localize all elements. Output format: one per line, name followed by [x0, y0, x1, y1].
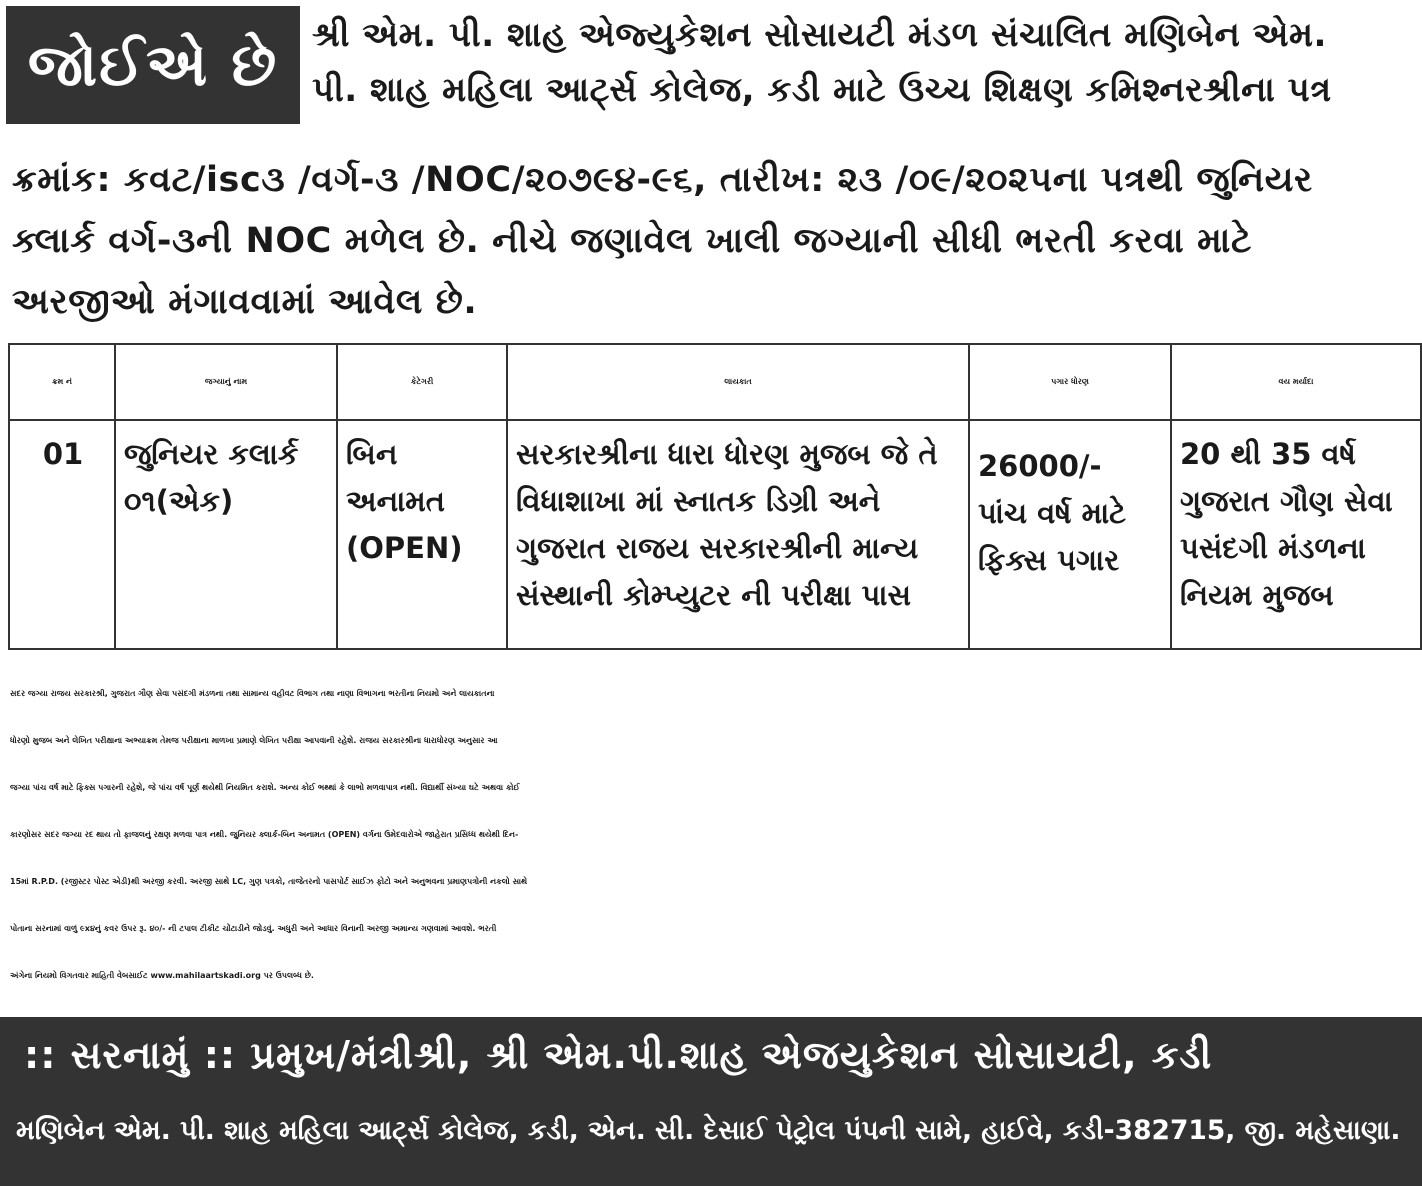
terms-line: 15માં R.P.D. (રજીસ્ટર પોસ્ટ એડી)થી અરજી કરવી. અરજી સાથે LC, ગુણ પત્રકો, તાજેતરનો પાસપોર્ટ સાઈઝ ફોટો અને અનુભવના પ્રમાણપત્રોની નકલો સાથે [10, 877, 528, 886]
address-line-1: :: સરનામું :: પ્રમુખ/મંત્રીશ્રી, શ્રી એમ.પી.શાહ એજયુકેશન સોસાયટી, કડી [24, 1033, 1213, 1077]
header-qualification: લાયકાત [507, 344, 969, 420]
age-line: 20 થી 35 વર્ષ [1180, 437, 1356, 471]
intro-line-2: ક્લાર્ક વર્ગ-૩ની NOC મળેલ છે. નીચે જણાવેલ ખાલી જગ્યાની સીધી ભરતી કરવા માટે [12, 221, 1252, 261]
qualification-line: વિધાશાખા માં સ્નાતક ડિગ્રી અને [516, 484, 881, 518]
category-line: (OPEN) [346, 531, 463, 565]
qualification-line: સરકારશ્રીના ધારા ધોરણ મુજબ જે તે [516, 437, 938, 471]
table-header-row [9, 344, 1421, 420]
header-sr-no: ક્રમ નં [9, 344, 115, 420]
age-line: ગુજરાત ગૌણ સેવા [1180, 484, 1393, 518]
pay-line: 26000/- [978, 449, 1102, 483]
category-line: અનામત [346, 484, 446, 518]
header-pay-scale: પગાર ધોરણ [969, 344, 1171, 420]
terms-paragraph [10, 670, 1416, 999]
cell-age-limit [1171, 420, 1421, 649]
pay-line: ફિક્સ પગાર [978, 543, 1120, 577]
terms-line: જગ્યા પાંચ વર્ષ માટે ફિક્સ પગારની રહેશે, જે પાંચ વર્ષ પૂર્ણ થયેથી નિયમિત કરાશે. અન્ય કોઈ ભથ્થાં કે લાભો મળવાપાત્ર નથી. વિદ્યાર્થી સંખ્યા ઘટે અથવા કોઈ [10, 783, 520, 792]
category-line: બિન [346, 437, 398, 471]
vacancy-table [8, 343, 1422, 650]
intro-paragraph [12, 150, 1412, 333]
age-line: પસંદગી મંડળના [1180, 531, 1366, 565]
cell-post-name [115, 420, 337, 649]
age-line: નિયમ મુજબ [1180, 578, 1334, 612]
pay-line: પાંચ વર્ષ માટે [978, 496, 1127, 530]
terms-line: સદર જગ્યા રાજય સરકારશ્રી, ગુજરાત ગૌણ સેવા પસંદગી મંડળના તથા સામાન્ય વહીવટ વિભાગ તથા નાણા વિભાગના ભરતીના નિયમો અને લાયકાતના [10, 689, 495, 698]
terms-line: કારણોસર સદર જગ્યા રદ થાય તો ફાજલનું રક્ષણ મળવા પાત્ર નથી. જુનિયર ક્લાર્ક-બિન અનામત (OPEN) વર્ગના ઉમેદવારોએ જાહેરાત પ્રસિધ્ધ થયેથી દિન- [10, 830, 519, 839]
post-name-line: જુનિયર કલાર્ક [124, 437, 299, 471]
table-row [9, 420, 1421, 649]
address-line-2: મણિબેન એમ. પી. શાહ મહિલા આર્ટ્સ કોલેજ, કડી, એન. સી. દેસાઈ પેટ્રોલ પંપની સામે, હાઈવે, કડી-382715, જી. મહેસાણા. [16, 1115, 1401, 1146]
institution-heading [312, 8, 1416, 118]
heading-line-1: શ્રી એમ. પી. શાહ એજ્યુકેશન સોસાયટી મંડળ સંચાલિત મણિબેન એમ. [312, 15, 1327, 55]
terms-line: પોતાના સરનામાં વાળું ૯x૪નું કવર ઉપર રૂ. ૪૦/- ની ટપાલ ટીકીટ ચોંટાડીને જોડવું. અધુરી અને આધાર વિનાની અરજી અમાન્ય ગણવામાં આવશે. ભરતી [10, 924, 497, 933]
terms-line: ધોરણો મુજબ અને લેખિત પરીક્ષાના અભ્યાક્રમ તેમજ પરીક્ષાના માળખા પ્રમાણે લેખિત પરીક્ષા આપવાની રહેશે. રાજય સરકારશ્રીના ધારાધોરણ અનુસાર આ [10, 736, 498, 745]
qualification-line: સંસ્થાની કોમ્પ્યુટર ની પરીક્ષા પાસ [516, 578, 911, 612]
cell-category [337, 420, 507, 649]
heading-line-2: પી. શાહ મહિલા આર્ટ્સ કોલેજ, કડી માટે ઉચ્ચ શિક્ષણ કમિશ્નરશ્રીના પત્ર [312, 70, 1332, 110]
address-footer [0, 1017, 1422, 1186]
header-category: કેટેગરી [337, 344, 507, 420]
cell-pay-scale [969, 420, 1171, 649]
intro-line-1: ક્રમાંક: કવટ/isc૩ /વર્ગ-૩ /NOC/૨૦૭૯૪-૯૬, તારીખ: ૨૩ /૦૯/૨૦૨૫ના પત્રથી જુનિયર [12, 160, 1313, 200]
header-age-limit: વય મર્યાદા [1171, 344, 1421, 420]
terms-line: અંગેના નિયમો વિગતવાર માહિતી વેબસાઈટ www.mahilaartskadi.org પર ઉપલબ્ધ છે. [10, 971, 314, 980]
wanted-banner: જોઈએ છે [6, 6, 300, 124]
intro-line-3: અરજીઓ મંગાવવામાં આવેલ છે. [12, 282, 478, 322]
header-post-name: જગ્યાનું નામ [115, 344, 337, 420]
notice-header [0, 0, 1422, 128]
post-count-line: ૦૧(એક) [124, 484, 234, 518]
cell-qualification [507, 420, 969, 649]
cell-sr-no: 01 [9, 420, 115, 649]
qualification-line: ગુજરાત રાજય સરકારશ્રીની માન્ય [516, 531, 919, 565]
